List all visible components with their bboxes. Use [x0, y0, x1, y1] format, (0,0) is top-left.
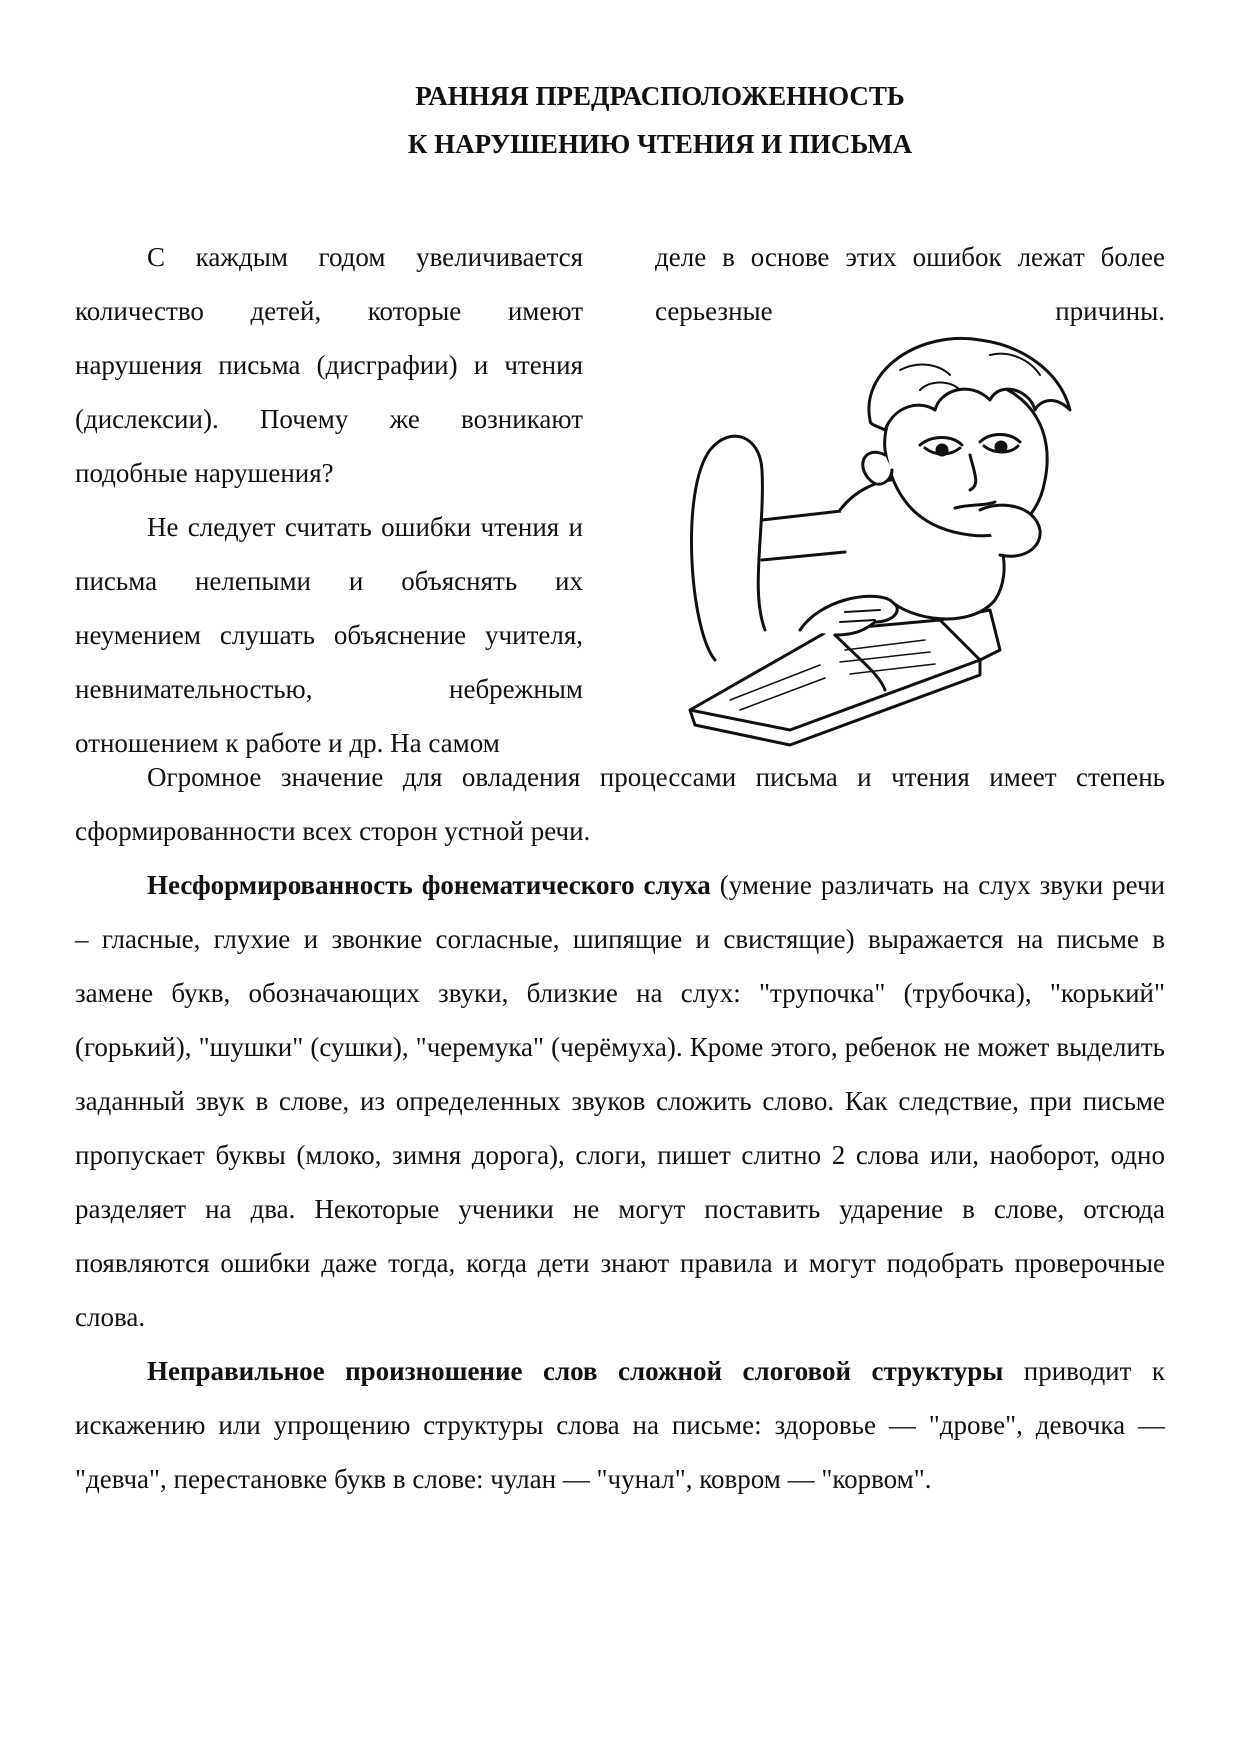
term-syllable-structure: Неправильное произношение слов сложной слоговой структуры [147, 1356, 1004, 1386]
intro-paragraph-2-continuation: деле в основе этих ошибок лежат более серьезные причины. [655, 242, 1165, 326]
chair-back [691, 436, 765, 660]
intro-paragraph-1: С каждым годом увеличивается количество детей, которые имеют нарушения письма (дисграфии) и чтения (дислексии). Почему же возникают подобные нарушения? [75, 242, 583, 488]
title-line-2: К НАРУШЕНИЮ ЧТЕНИЯ И ПИСЬМА [407, 129, 913, 159]
main-text [75, 750, 1165, 1506]
term-phonematic-hearing: Несформированность фонематического слуха [147, 870, 711, 900]
syllable-structure-text: приводит к искажению или упрощению структуры слова на письме: здоровье — "дрове", девочка — "девча", перестановке букв в слове: чулан — "чунал", ковром — "корвом". [75, 1356, 1165, 1494]
paragraph-phonematic-hearing [75, 858, 1165, 1344]
phonematic-hearing-text: (умение различать на слух звуки речи – гласные, глухие и звонкие согласные, шипящие и свистящие) выражается на письме в замене букв, обозначающих звуки, близкие на слух: "трупочка" (трубочка), "корький" (горький), "шушки" (сушки), "черемука" (черёмуха). Кроме этого, ребенок не может выделить заданный звук в слове, из определенных звуков сложить слово. Как следствие, при письме пропускает буквы (млоко, зимня дорога), слоги, пишет слитно 2 слова или, наоборот, одно разделяет на два. Некоторые ученики не могут поставить ударение в слове, отсюда появляются ошибки даже тогда, когда дети знают правила и могут подобрать проверочные слова. [75, 870, 1165, 1332]
left-column [75, 230, 583, 770]
page-title [0, 72, 1240, 168]
paragraph-syllable-structure [75, 1344, 1165, 1506]
title-line-1: РАННЯЯ ПРЕДРАСПОЛОЖЕННОСТЬ [415, 81, 905, 111]
bored-boy-reading-illustration [670, 330, 1150, 780]
paragraph-oral-speech: Огромное значение для овладения процессами письма и чтения имеет степень сформированности всех сторон устной речи. [75, 762, 1165, 846]
intro-paragraph-2: Не следует считать ошибки чтения и письма нелепыми и объяснять их неумением слушать объяснение учителя, невнимательностью, небрежным отношением к работе и др. На самом [75, 512, 583, 758]
right-column [655, 230, 1165, 338]
